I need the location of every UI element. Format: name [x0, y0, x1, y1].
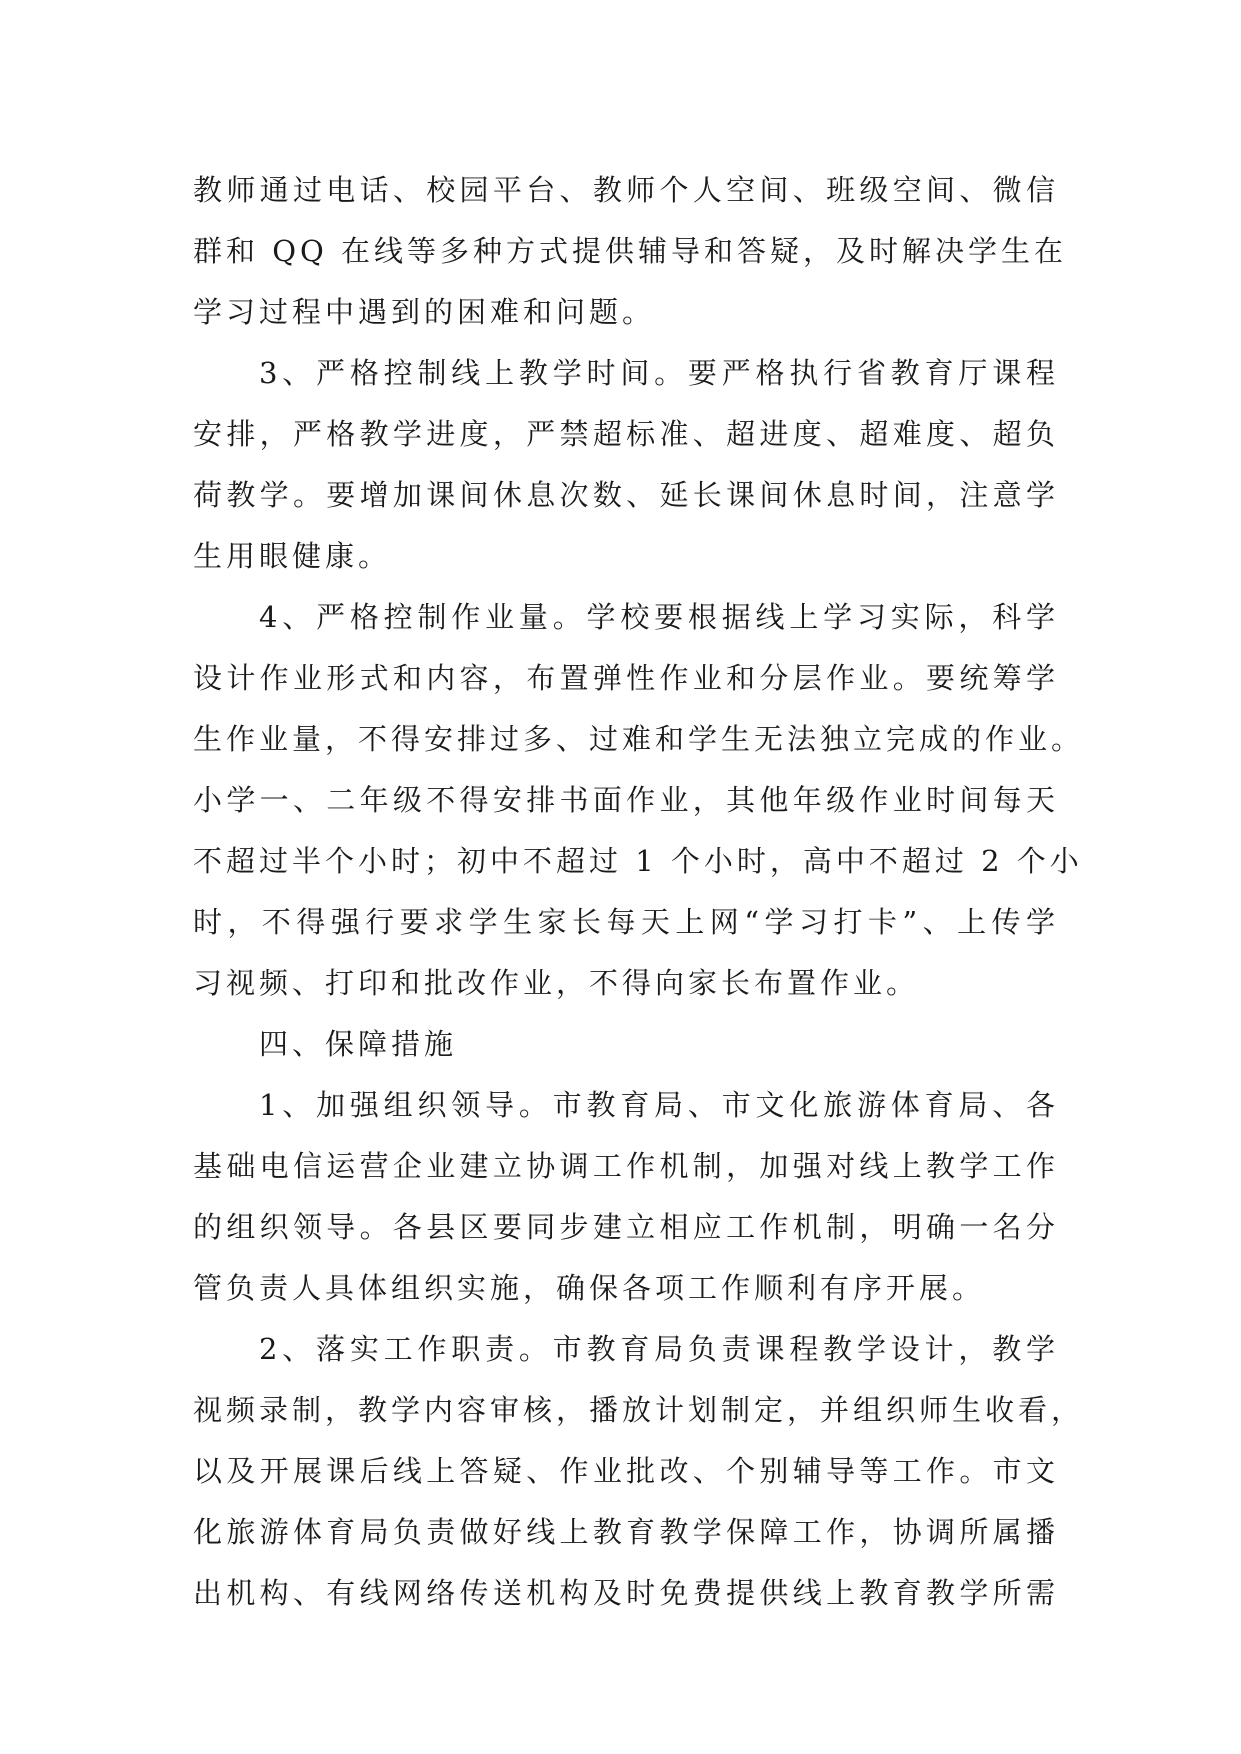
text-line: 以及开展课后线上答疑、作业批改、个别辅导等工作。市文 — [193, 1454, 1059, 1488]
document-body — [193, 160, 1085, 1624]
text-line: 4、严格控制作业量。学校要根据线上学习实际，科学 — [259, 600, 1059, 634]
text-line: 安排，严格教学进度，严禁超标准、超进度、超难度、超负 — [193, 417, 1059, 451]
text-line: 生作业量，不得安排过多、过难和学生无法独立完成的作业。 — [193, 722, 1085, 756]
text-line: 的组织领导。各县区要同步建立相应工作机制，明确一名分 — [193, 1210, 1059, 1244]
text-line: 习视频、打印和批改作业，不得向家长布置作业。 — [193, 966, 920, 1000]
text-line: 荷教学。要增加课间休息次数、延长课间休息时间，注意学 — [193, 478, 1059, 512]
text-line: 设计作业形式和内容，布置弹性作业和分层作业。要统筹学 — [193, 661, 1059, 695]
text-line: 不超过半个小时；初中不超过 1 个小时，高中不超过 2 个小 — [193, 844, 1083, 878]
text-line: 3、严格控制线上教学时间。要严格执行省教育厅课程 — [259, 356, 1059, 390]
section-heading-guarantees — [193, 1014, 1059, 1075]
text-line: 基础电信运营企业建立协调工作机制，加强对线上教学工作 — [193, 1149, 1059, 1183]
text-line: 时，不得强行要求学生家长每天上网“学习打卡”、上传学 — [193, 905, 1059, 939]
text-line: 学习过程中遇到的困难和问题。 — [193, 295, 656, 329]
paragraph-responsibilities — [193, 1319, 1085, 1624]
text-line: 化旅游体育局负责做好线上教育教学保障工作，协调所属播 — [193, 1515, 1059, 1549]
text-line: 视频录制，教学内容审核，播放计划制定，并组织师生收看， — [193, 1393, 1085, 1427]
text-line: 2、落实工作职责。市教育局负责课程教学设计，教学 — [259, 1332, 1059, 1366]
text-line: 1、加强组织领导。市教育局、市文化旅游体育局、各 — [259, 1088, 1059, 1122]
text-line: 群和 QQ 在线等多种方式提供辅导和答疑，及时解决学生在 — [193, 234, 1067, 268]
paragraph-leadership — [193, 1075, 1059, 1319]
paragraph-support-methods — [193, 160, 1067, 343]
text-line: 生用眼健康。 — [193, 539, 392, 573]
text-line: 小学一、二年级不得安排书面作业，其他年级作业时间每天 — [193, 783, 1059, 817]
paragraph-homework — [193, 587, 1085, 1014]
paragraph-teaching-time — [193, 343, 1059, 587]
text-line: 出机构、有线网络传送机构及时免费提供线上教育教学所需 — [193, 1576, 1059, 1610]
section-heading: 四、保障措施 — [259, 1027, 458, 1061]
text-line: 管负责人具体组织实施，确保各项工作顺利有序开展。 — [193, 1271, 986, 1305]
text-line: 教师通过电话、校园平台、教师个人空间、班级空间、微信 — [193, 173, 1059, 207]
